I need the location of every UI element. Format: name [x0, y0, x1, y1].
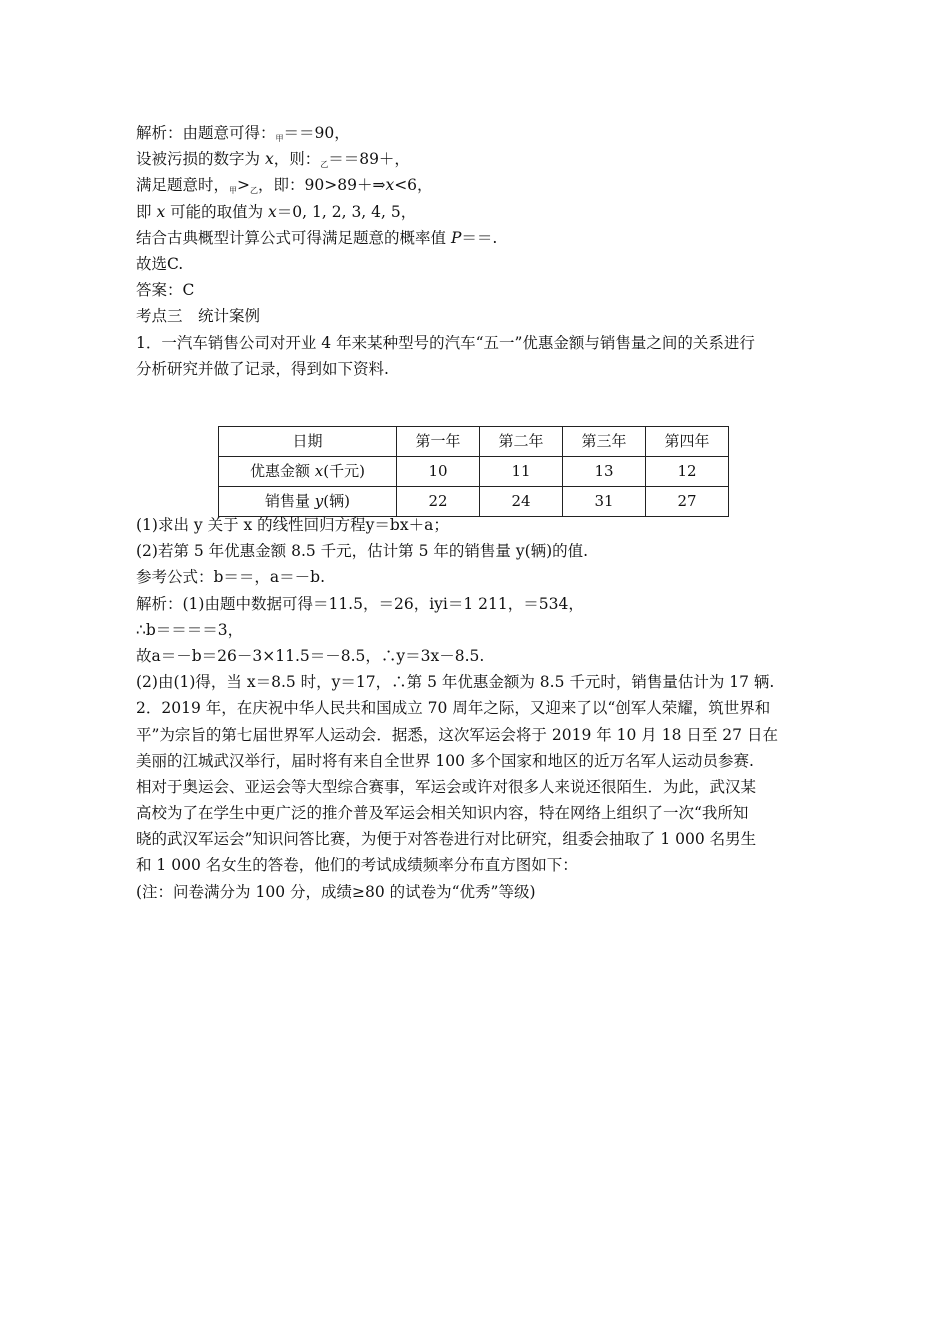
text-line: 设被污损的数字为 x，则：乙＝＝89＋， — [136, 150, 410, 170]
note-line: (注：问卷满分为 100 分，成绩≥80 的试卷为“优秀”等级) — [136, 882, 536, 901]
text-line: 美丽的江城武汉举行，届时将有来自全世界 100 多个国家和地区的近万名军人运动员参赛. — [136, 751, 754, 770]
text-line: 结合古典概型计算公式可得满足题意的概率值 P＝＝. — [136, 228, 498, 247]
text-line: 1．一汽车销售公司对开业 4 年来某种型号的汽车“五一”优惠金额与销售量之间的关系进行 — [136, 333, 755, 352]
text-line: 即 x 可能的取值为 x＝0, 1, 2, 3, 4, 5， — [136, 202, 417, 221]
solution-line: ∴b＝＝＝＝3， — [136, 620, 244, 639]
text-line: 分析研究并做了记录，得到如下资料. — [136, 359, 389, 378]
table-cell: 10 — [397, 457, 480, 487]
table-header-cell: 第一年 — [397, 427, 480, 457]
table-header-cell: 第三年 — [563, 427, 646, 457]
table-cell: 13 — [563, 457, 646, 487]
document-body-bottom — [136, 512, 826, 905]
table-cell: 24 — [480, 487, 563, 517]
reference-formula: 参考公式：b＝＝，a＝－b. — [136, 568, 326, 587]
text-line: 晓的武汉军运会”知识问答比赛，为便于对答卷进行对比研究，组委会抽取了 1 000 名男生 — [136, 830, 757, 849]
table-header-cell: 第二年 — [480, 427, 563, 457]
table-cell: 22 — [397, 487, 480, 517]
data-table — [218, 426, 729, 517]
text-line: 2．2019 年，在庆祝中华人民共和国成立 70 周年之际，又迎来了以“创军人荣耀，筑世界和 — [136, 699, 771, 718]
question-part-2: (2)若第 5 年优惠金额 8.5 千元，估计第 5 年的销售量 y(辆)的值. — [136, 542, 589, 561]
table-row-label: 优惠金额 x(千元) — [219, 457, 397, 487]
document-body-top — [136, 120, 822, 382]
text-line: 平”为宗旨的第七届世界军人运动会．据悉，这次军运会将于 2019 年 10 月 18 日至 27 日在 — [136, 725, 778, 744]
table-cell: 11 — [480, 457, 563, 487]
table-cell: 12 — [646, 457, 729, 487]
solution-line: 解析：(1)由题中数据可得＝11.5，＝26，iyi＝1 211，＝534， — [136, 594, 584, 613]
text-line: 相对于奥运会、亚运会等大型综合赛事，军运会或许对很多人来说还很陌生．为此，武汉某 — [136, 777, 757, 796]
data-table-wrapper — [218, 426, 729, 517]
table-cell: 31 — [563, 487, 646, 517]
section-heading: 考点三 统计案例 — [136, 307, 261, 326]
table-row — [219, 457, 729, 487]
text-line: 和 1 000 名女生的答卷，他们的考试成绩频率分布直方图如下： — [136, 856, 578, 875]
table-row-label: 销售量 y(辆) — [219, 487, 397, 517]
text-line: 解析：由题意可得：甲＝＝90， — [136, 124, 350, 143]
table-header-row — [219, 427, 729, 457]
table-cell: 27 — [646, 487, 729, 517]
answer-line: 答案：C — [136, 281, 195, 300]
text-line: 满足题意时，甲>乙，即：90>89＋⇒x<6， — [136, 176, 433, 196]
text-line: 高校为了在学生中更广泛的推介普及军运会相关知识内容，特在网络上组织了一次“我所知 — [136, 804, 749, 823]
solution-line: 故a＝－b＝26－3×11.5＝－8.5，∴y＝3x－8.5. — [136, 646, 485, 665]
text-line: 故选C. — [136, 254, 184, 273]
question-part-1: (1)求出 y 关于 x 的线性回归方程y＝bx＋a； — [136, 516, 449, 534]
table-header-cell: 日期 — [219, 427, 397, 457]
table-header-cell: 第四年 — [646, 427, 729, 457]
solution-line: (2)由(1)得，当 x＝8.5 时，y＝17，∴第 5 年优惠金额为 8.5 千元时，销售量估计为 17 辆. — [136, 673, 775, 692]
